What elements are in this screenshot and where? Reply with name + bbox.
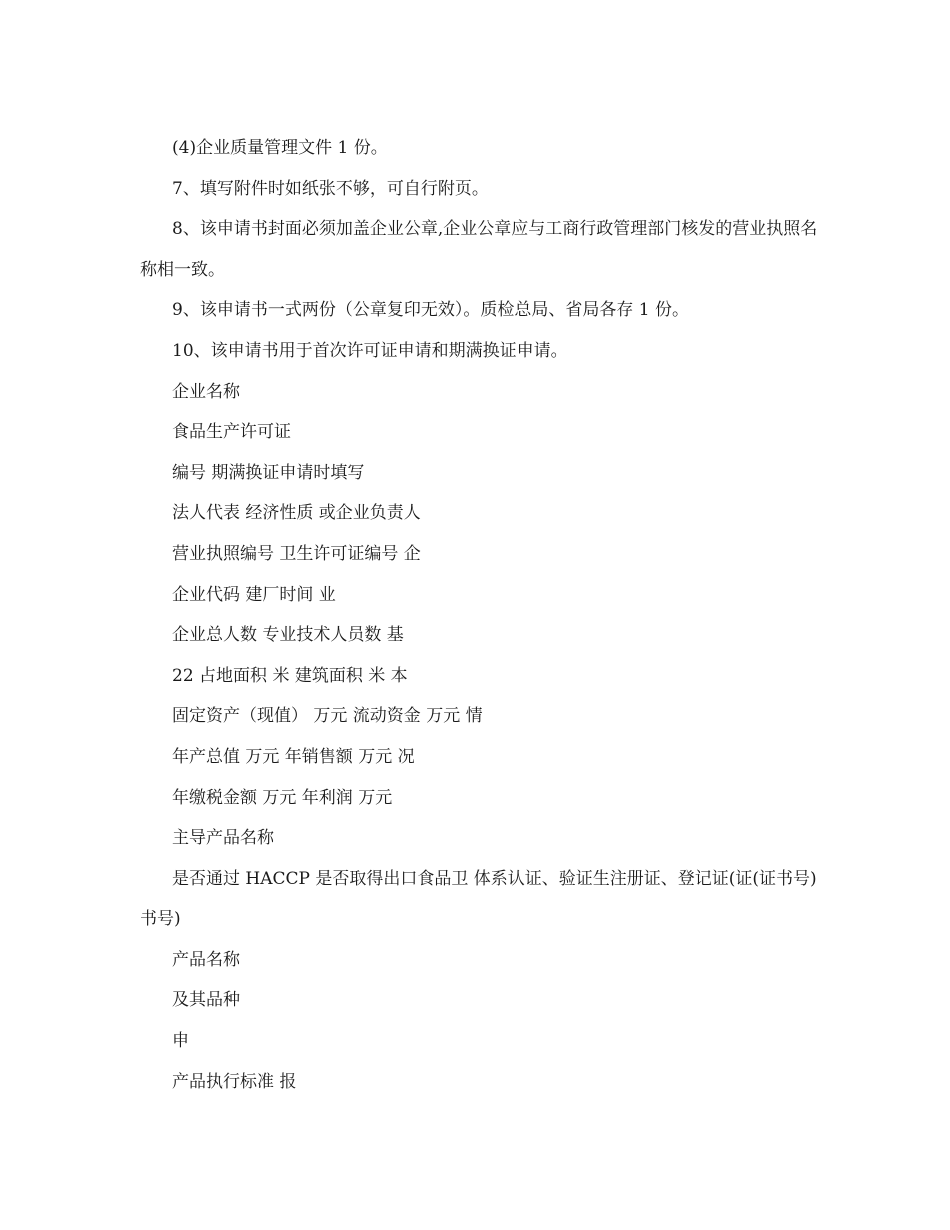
field-annual-output: 年产总值 万元 年销售额 万元 况 [172, 746, 415, 767]
field-company-code: 企业代码 建厂时间 业 [172, 584, 336, 605]
field-license-number: 编号 期满换证申请时填写 [172, 462, 365, 483]
field-product-varieties: 及其品种 [172, 990, 240, 1011]
field-haccp-certification: 是否通过 HACCP 是否取得出口食品卫 体系认证、验证生注册证、登记证(证(证书号) 书号) [140, 868, 817, 930]
field-company-name: 企业名称 [172, 381, 240, 402]
field-annual-tax: 年缴税金额 万元 年利润 万元 [172, 787, 393, 808]
field-business-license-number: 营业执照编号 卫生许可证编号 企 [172, 543, 421, 564]
field-apply-marker: 申 [172, 1031, 189, 1052]
field-product-name: 产品名称 [172, 949, 240, 970]
field-fixed-assets: 固定资产（现值） 万元 流动资金 万元 情 [172, 706, 483, 727]
paragraph-rule-10: 10、该申请书用于首次许可证申请和期满换证申请。 [172, 340, 568, 361]
paragraph-rule-7: 7、填写附件时如纸张不够，可自行附页。 [172, 178, 489, 199]
document-body [140, 128, 820, 1102]
paragraph-item-4-quality-docs: (4)企业质量管理文件 1 份。 [172, 138, 388, 158]
field-license-title: 食品生产许可证 [172, 422, 291, 443]
field-area: 22 占地面积 米 建筑面积 米 本 [172, 665, 408, 686]
paragraph-rule-8: 8、该申请书封面必须加盖企业公章,企业公章应与工商行政管理部门核发的营业执照名称相一致。 [140, 219, 818, 280]
field-total-staff: 企业总人数 专业技术人员数 基 [172, 625, 404, 646]
paragraph-rule-9: 9、该申请书一式两份（公章复印无效）。质检总局、省局各存 1 份。 [172, 300, 689, 321]
field-product-standard: 产品执行标准 报 [172, 1071, 297, 1092]
field-legal-representative: 法人代表 经济性质 或企业负责人 [172, 503, 421, 524]
field-main-product: 主导产品名称 [172, 828, 274, 849]
